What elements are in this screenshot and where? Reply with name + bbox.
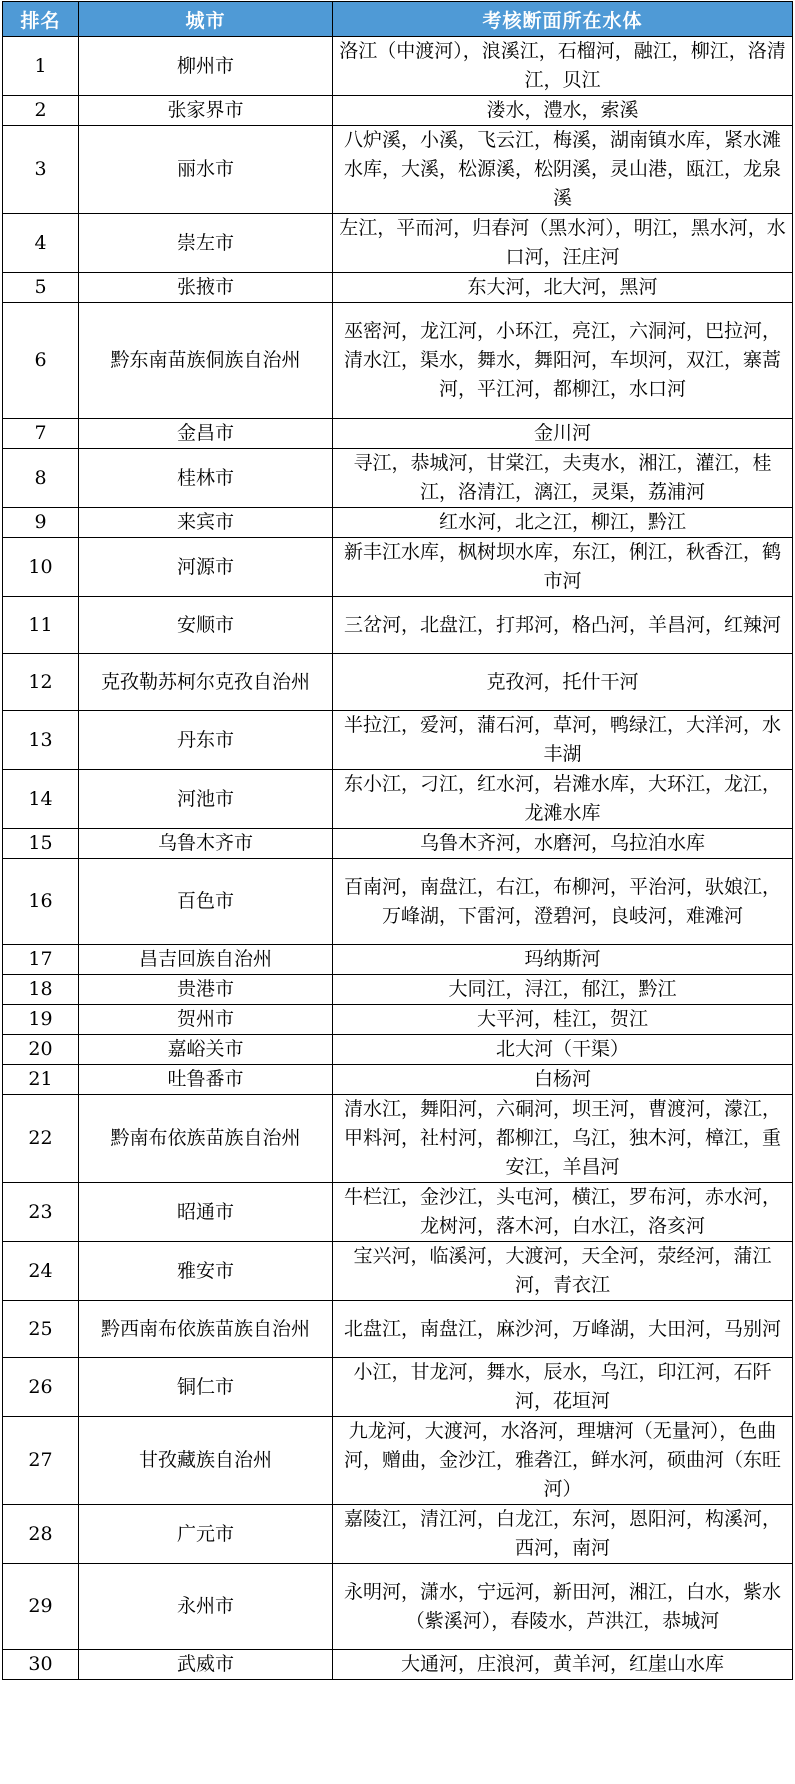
water-cell: 洛江（中渡河），浪溪江，石榴河，融江，柳江，洛清江，贝江: [333, 37, 793, 96]
rank-cell: 28: [3, 1505, 79, 1564]
water-cell: 大同江，浔江，郁江，黔江: [333, 975, 793, 1005]
water-cell: 嘉陵江，清江河，白龙江，东河，恩阳河，构溪河，西河，南河: [333, 1505, 793, 1564]
table-row: [3, 770, 793, 829]
city-cell: 黔东南苗族侗族自治州: [79, 303, 333, 419]
table-row: [3, 829, 793, 859]
table-row: [3, 1035, 793, 1065]
water-cell: 红水河，北之江，柳江，黔江: [333, 508, 793, 538]
water-cell: 八炉溪，小溪，飞云江，梅溪，湖南镇水库，紧水滩水库，大溪，松源溪，松阴溪，灵山港，瓯江，龙泉溪: [333, 126, 793, 214]
city-cell: 张掖市: [79, 273, 333, 303]
header-water: 考核断面所在水体: [333, 2, 793, 37]
water-cell: 大平河，桂江，贺江: [333, 1005, 793, 1035]
table-row: [3, 1417, 793, 1505]
rank-cell: 5: [3, 273, 79, 303]
water-cell: 克孜河，托什干河: [333, 654, 793, 711]
water-cell: 大通河，庄浪河，黄羊河，红崖山水库: [333, 1650, 793, 1680]
rank-cell: 14: [3, 770, 79, 829]
water-cell: 巫密河，龙江河，小环江，亮江，六洞河，巴拉河，清水江，渠水，舞水，舞阳河，车坝河，双江，寨蒿河，平江河，都柳江，水口河: [333, 303, 793, 419]
table-row: [3, 273, 793, 303]
table-row: [3, 126, 793, 214]
water-cell: 北大河（干渠）: [333, 1035, 793, 1065]
table-row: [3, 1065, 793, 1095]
city-cell: 丽水市: [79, 126, 333, 214]
city-cell: 崇左市: [79, 214, 333, 273]
rank-cell: 9: [3, 508, 79, 538]
rank-cell: 16: [3, 859, 79, 945]
water-cell: 左江，平而河，归春河（黑水河），明江，黑水河，水口河，汪庄河: [333, 214, 793, 273]
city-cell: 贵港市: [79, 975, 333, 1005]
rank-cell: 23: [3, 1183, 79, 1242]
water-cell: 东小江，刁江，红水河，岩滩水库，大环江，龙江，龙滩水库: [333, 770, 793, 829]
city-cell: 克孜勒苏柯尔克孜自治州: [79, 654, 333, 711]
table-row: [3, 1505, 793, 1564]
rank-cell: 12: [3, 654, 79, 711]
rank-cell: 7: [3, 419, 79, 449]
rank-cell: 3: [3, 126, 79, 214]
city-cell: 武威市: [79, 1650, 333, 1680]
table-row: [3, 1650, 793, 1680]
water-cell: 宝兴河，临溪河，大渡河，天全河，荥经河，蒲江河，青衣江: [333, 1242, 793, 1301]
table-row: [3, 975, 793, 1005]
city-cell: 吐鲁番市: [79, 1065, 333, 1095]
rank-cell: 30: [3, 1650, 79, 1680]
rank-cell: 27: [3, 1417, 79, 1505]
water-cell: 半拉江，爱河，蒲石河，草河，鸭绿江，大洋河，水丰湖: [333, 711, 793, 770]
city-cell: 雅安市: [79, 1242, 333, 1301]
city-cell: 来宾市: [79, 508, 333, 538]
city-cell: 河源市: [79, 538, 333, 597]
water-cell: 溇水，澧水，索溪: [333, 96, 793, 126]
rank-cell: 26: [3, 1358, 79, 1417]
header-city: 城市: [79, 2, 333, 37]
city-cell: 昌吉回族自治州: [79, 945, 333, 975]
table-row: [3, 1564, 793, 1650]
city-cell: 丹东市: [79, 711, 333, 770]
city-cell: 嘉峪关市: [79, 1035, 333, 1065]
city-cell: 甘孜藏族自治州: [79, 1417, 333, 1505]
table-row: [3, 1301, 793, 1358]
rank-cell: 2: [3, 96, 79, 126]
rank-cell: 18: [3, 975, 79, 1005]
rank-cell: 19: [3, 1005, 79, 1035]
water-cell: 乌鲁木齐河，水磨河，乌拉泊水库: [333, 829, 793, 859]
rank-cell: 20: [3, 1035, 79, 1065]
city-cell: 永州市: [79, 1564, 333, 1650]
water-cell: 东大河，北大河，黑河: [333, 273, 793, 303]
rank-cell: 11: [3, 597, 79, 654]
table-row: [3, 1095, 793, 1183]
river-ranking-table: [2, 1, 793, 1680]
water-cell: 清水江，舞阳河，六硐河，坝王河，曹渡河，濛江，甲料河，社村河，都柳江，乌江，独木河，樟江，重安江，羊昌河: [333, 1095, 793, 1183]
water-cell: 新丰江水库，枫树坝水库，东江，俐江，秋香江，鹤市河: [333, 538, 793, 597]
city-cell: 广元市: [79, 1505, 333, 1564]
city-cell: 贺州市: [79, 1005, 333, 1035]
table-row: [3, 1183, 793, 1242]
rank-cell: 13: [3, 711, 79, 770]
water-cell: 百南河，南盘江，右江，布柳河，平治河，驮娘江，万峰湖，下雷河，澄碧河，良岐河，难滩河: [333, 859, 793, 945]
table-container: [2, 1, 793, 1680]
header-row: [3, 2, 793, 37]
water-cell: 三岔河，北盘江，打邦河，格凸河，羊昌河，红辣河: [333, 597, 793, 654]
water-cell: 金川河: [333, 419, 793, 449]
header-rank: 排名: [3, 2, 79, 37]
city-cell: 百色市: [79, 859, 333, 945]
table-row: [3, 214, 793, 273]
rank-cell: 22: [3, 1095, 79, 1183]
rank-cell: 15: [3, 829, 79, 859]
city-cell: 昭通市: [79, 1183, 333, 1242]
rank-cell: 6: [3, 303, 79, 419]
city-cell: 铜仁市: [79, 1358, 333, 1417]
table-row: [3, 859, 793, 945]
water-cell: 牛栏江，金沙江，头屯河，横江，罗布河，赤水河，龙树河，落木河，白水江，洛亥河: [333, 1183, 793, 1242]
table-row: [3, 1005, 793, 1035]
table-row: [3, 449, 793, 508]
rank-cell: 25: [3, 1301, 79, 1358]
rank-cell: 10: [3, 538, 79, 597]
table-row: [3, 1358, 793, 1417]
table-row: [3, 419, 793, 449]
rank-cell: 4: [3, 214, 79, 273]
rank-cell: 8: [3, 449, 79, 508]
rank-cell: 1: [3, 37, 79, 96]
city-cell: 张家界市: [79, 96, 333, 126]
city-cell: 黔南布依族苗族自治州: [79, 1095, 333, 1183]
city-cell: 金昌市: [79, 419, 333, 449]
table-row: [3, 37, 793, 96]
rank-cell: 29: [3, 1564, 79, 1650]
water-cell: 寻江，恭城河，甘棠江，夫夷水，湘江，灌江，桂江，洛清江，漓江，灵渠，荔浦河: [333, 449, 793, 508]
water-cell: 白杨河: [333, 1065, 793, 1095]
table-row: [3, 945, 793, 975]
city-cell: 安顺市: [79, 597, 333, 654]
city-cell: 乌鲁木齐市: [79, 829, 333, 859]
rank-cell: 21: [3, 1065, 79, 1095]
table-row: [3, 1242, 793, 1301]
water-cell: 九龙河，大渡河，水洛河，理塘河（无量河），色曲河，赠曲，金沙江，雅砻江，鲜水河，硕曲河（东旺河）: [333, 1417, 793, 1505]
rank-cell: 17: [3, 945, 79, 975]
table-row: [3, 538, 793, 597]
table-row: [3, 711, 793, 770]
city-cell: 桂林市: [79, 449, 333, 508]
water-cell: 北盘江，南盘江，麻沙河，万峰湖，大田河，马别河: [333, 1301, 793, 1358]
table-row: [3, 96, 793, 126]
city-cell: 河池市: [79, 770, 333, 829]
table-row: [3, 303, 793, 419]
water-cell: 永明河，潇水，宁远河，新田河，湘江，白水，紫水（紫溪河），春陵水，芦洪江，恭城河: [333, 1564, 793, 1650]
city-cell: 黔西南布依族苗族自治州: [79, 1301, 333, 1358]
table-row: [3, 654, 793, 711]
water-cell: 小江，甘龙河，舞水，辰水，乌江，印江河，石阡河，花垣河: [333, 1358, 793, 1417]
table-row: [3, 508, 793, 538]
city-cell: 柳州市: [79, 37, 333, 96]
rank-cell: 24: [3, 1242, 79, 1301]
water-cell: 玛纳斯河: [333, 945, 793, 975]
table-row: [3, 597, 793, 654]
